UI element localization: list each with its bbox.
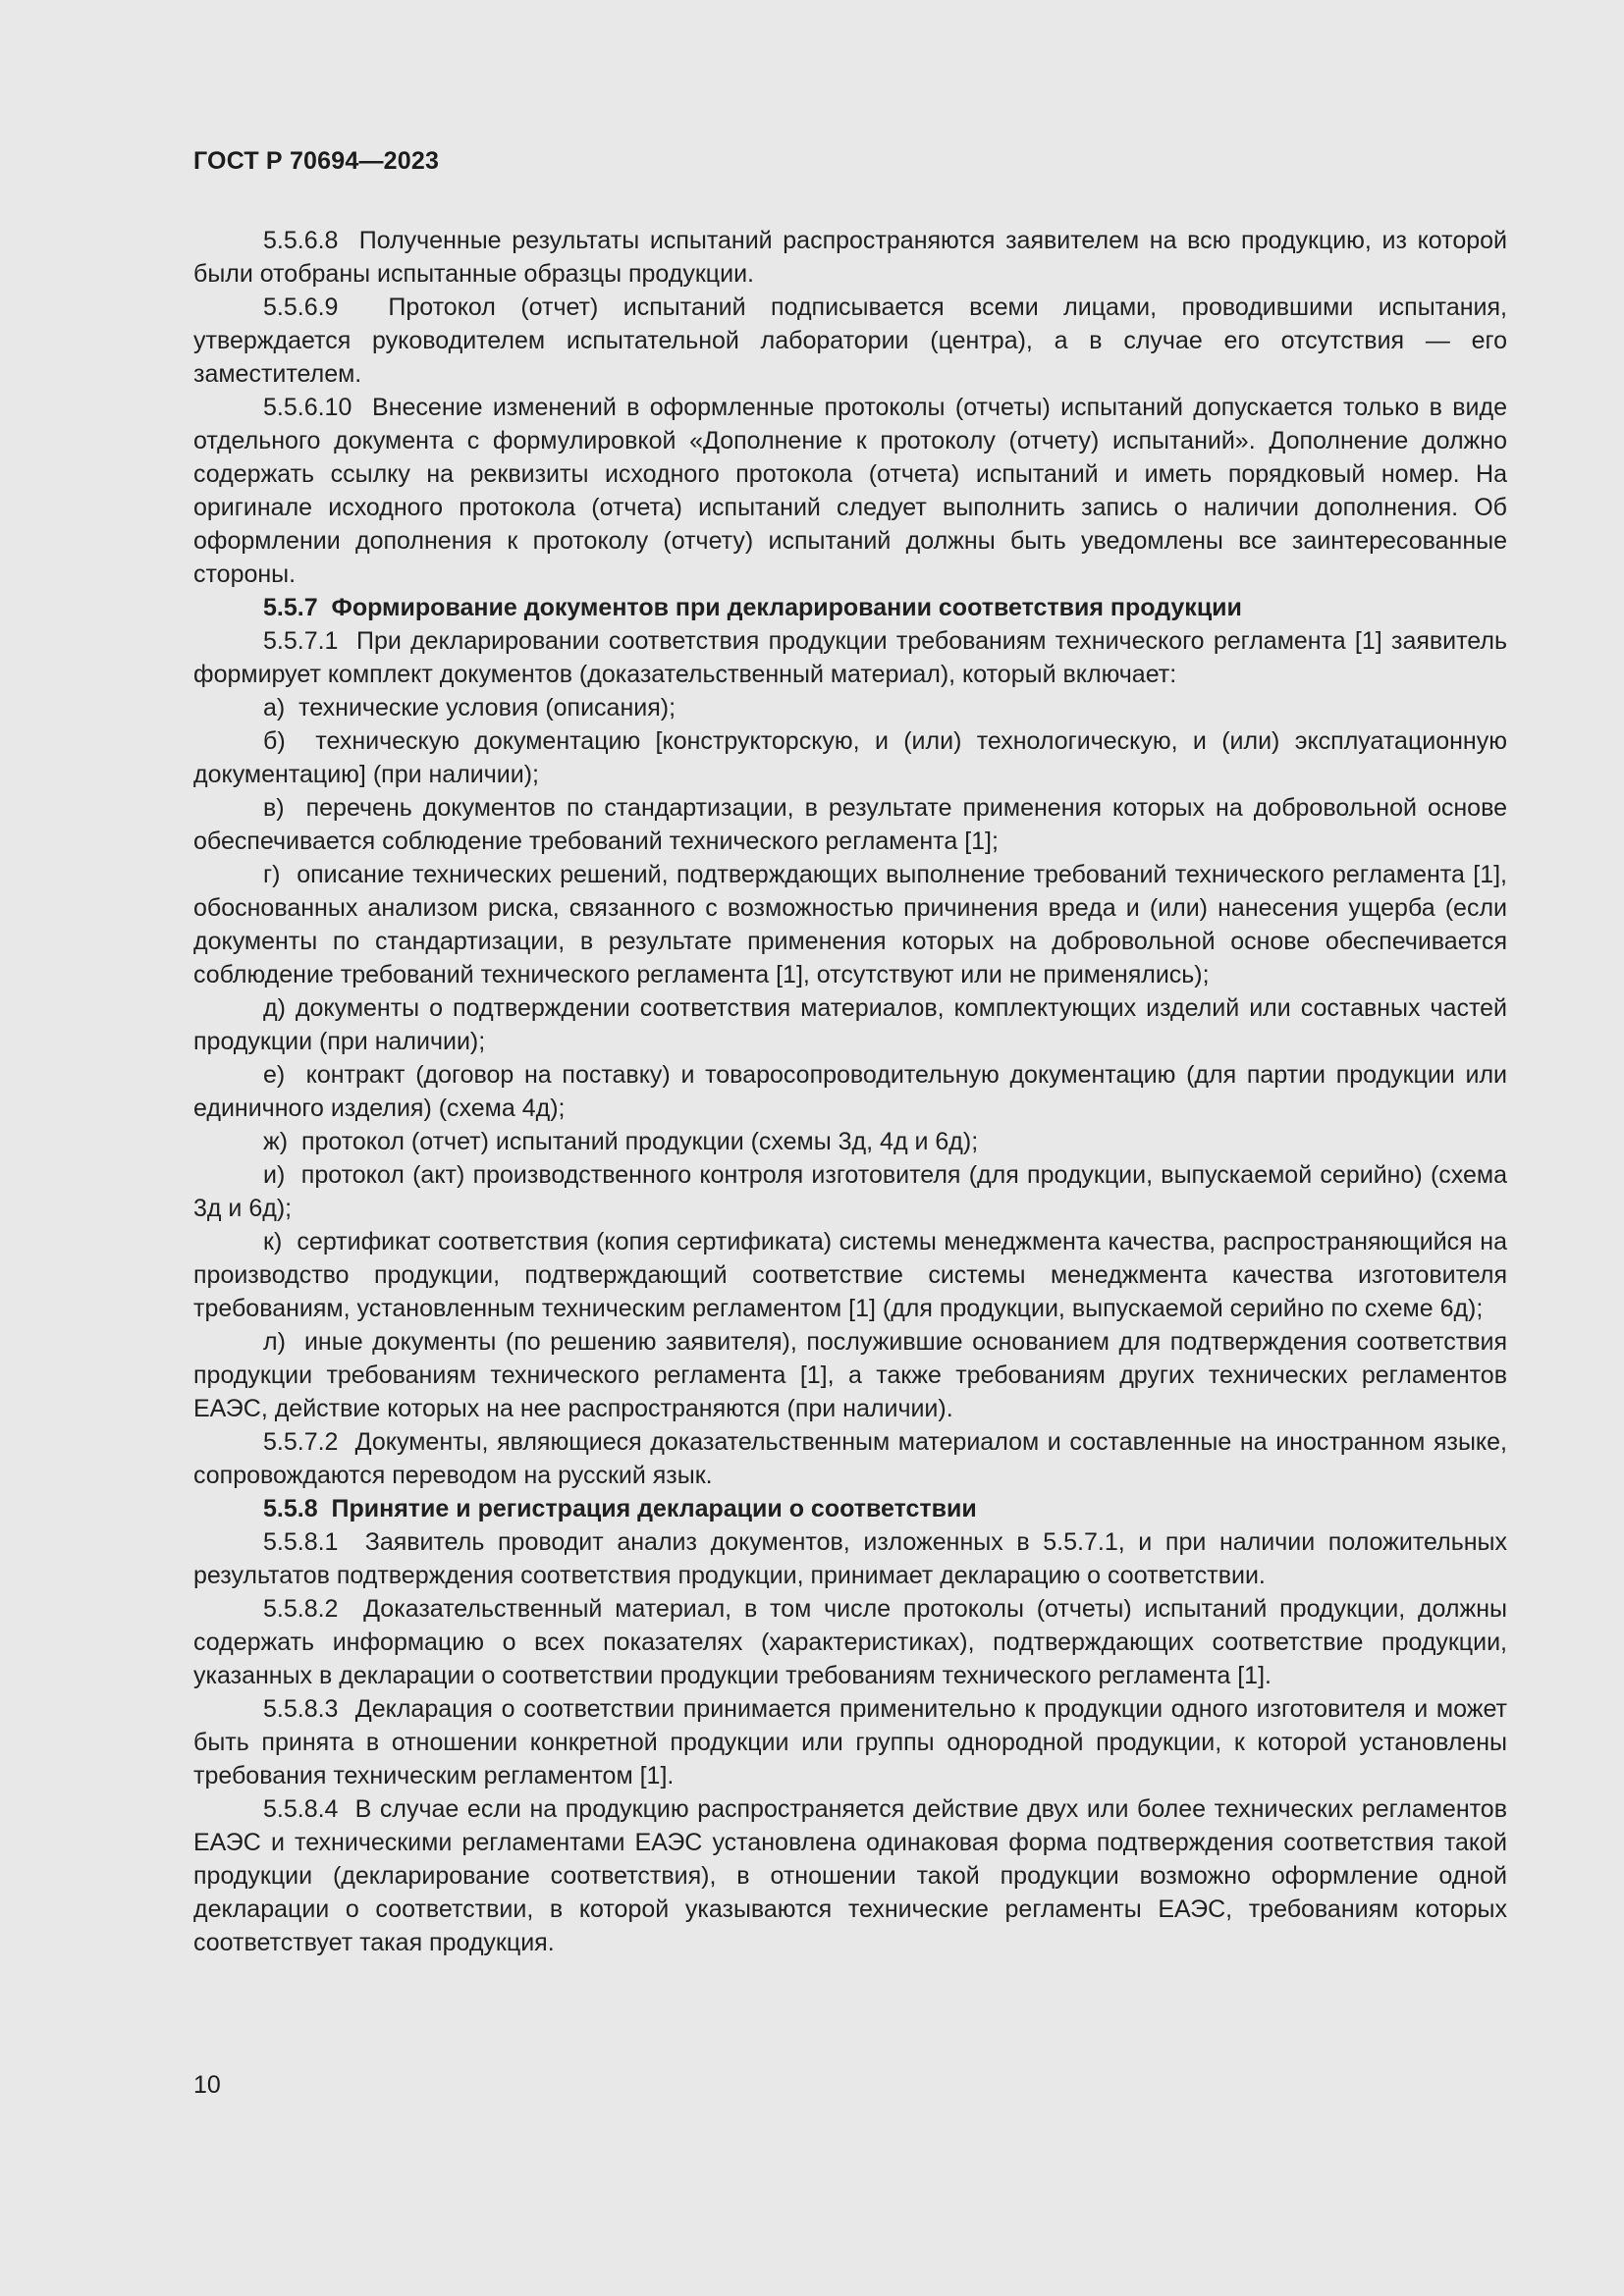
paragraph-5-5-8-2: 5.5.8.2 Доказательственный материал, в том числе протоколы (отчеты) испытаний продукции, должны содержать информацию о всех показателях (характеристиках), подтверждающих соответствие продукции, указанных в декларации о соответствии продукции требованиям технического регламента [1].	[193, 1595, 1507, 1689]
list-item-zh: ж) протокол (отчет) испытаний продукции (схемы 3д, 4д и 6д);	[263, 1128, 979, 1155]
paragraph-5-5-7-1: 5.5.7.1 При декларировании соответствия продукции требованиям технического регламента [1] заявитель формирует комплект документов (доказательственный материал), который включает:	[193, 627, 1507, 688]
document-body	[193, 224, 1507, 1959]
paragraph-5-5-8-1: 5.5.8.1 Заявитель проводит анализ документов, изложенных в 5.5.7.1, и при наличии положительных результатов подтверждения соответствия продукции, принимает декларацию о соответствии.	[193, 1528, 1507, 1589]
section-heading-5-5-8: 5.5.8 Принятие и регистрация декларации о соответствии	[263, 1495, 977, 1522]
paragraph-5-5-6-9: 5.5.6.9 Протокол (отчет) испытаний подписывается всеми лицами, проводившими испытания, утверждается руководителем испытательной лаборатории (центра), а в случае его отсутствия — его заместителем.	[193, 294, 1507, 388]
list-item-b: б) техническую документацию [конструкторскую, и (или) технологическую, и (или) эксплуатационную документацию] (при наличии);	[193, 727, 1507, 788]
document-header: ГОСТ Р 70694—2023	[193, 147, 440, 175]
page-number: 10	[193, 2071, 221, 2099]
list-item-l: л) иные документы (по решению заявителя), послужившие основанием для подтверждения соответствия продукции требованиям технического регламента [1], а также требованиям других технических регламентов ЕАЭС, действие которых на нее распространяются (при наличии).	[193, 1328, 1507, 1422]
list-item-i: и) протокол (акт) производственного контроля изготовителя (для продукции, выпускаемой серийно) (схема 3д и 6д);	[193, 1161, 1507, 1222]
list-item-e: е) контракт (договор на поставку) и товаросопроводительную документацию (для партии продукции или единичного изделия) (схема 4д);	[193, 1061, 1507, 1122]
paragraph-5-5-8-4: 5.5.8.4 В случае если на продукцию распространяется действие двух или более технических регламентов ЕАЭС и техническими регламентами ЕАЭС установлена одинаковая форма подтверждения соответствия такой продукции (декларирование соответствия), в отношении такой продукции возможно оформление одной декларации о соответствии, в которой указываются технические регламенты ЕАЭС, требованиям которых соответствует такая продукция.	[193, 1795, 1507, 1956]
list-item-v: в) перечень документов по стандартизации, в результате применения которых на добровольной основе обеспечивается соблюдение требований технического регламента [1];	[193, 794, 1507, 855]
list-item-a: а) технические условия (описания);	[263, 694, 677, 721]
list-item-k: к) сертификат соответствия (копия сертификата) системы менеджмента качества, распространяющийся на производство продукции, подтверждающий соответствие системы менеджмента качества изготовителя требованиям, установленным техническим регламентом [1] (для продукции, выпускаемой серийно по схеме 6д);	[193, 1228, 1507, 1322]
paragraph-5-5-8-3: 5.5.8.3 Декларация о соответствии принимается применительно к продукции одного изготовителя и может быть принята в отношении конкретной продукции или группы однородной продукции, к которой установлены требования техническим регламентом [1].	[193, 1695, 1507, 1789]
paragraph-5-5-6-10: 5.5.6.10 Внесение изменений в оформленные протоколы (отчеты) испытаний допускается только в виде отдельного документа с формулировкой «Дополнение к протоколу (отчету) испытаний». Дополнение должно содержать ссылку на реквизиты исходного протокола (отчета) испытаний и иметь порядковый номер. На оригинале исходного протокола (отчета) испытаний следует выполнить запись о наличии дополнения. Об оформлении дополнения к протоколу (отчету) испытаний должны быть уведомлены все заинтересованные стороны.	[193, 394, 1507, 588]
list-item-g: г) описание технических решений, подтверждающих выполнение требований технического регламента [1], обоснованных анализом риска, связанного с возможностью причинения вреда и (или) нанесения ущерба (если документы по стандартизации, в результате применения которых на добровольной основе обеспечивается соблюдение требований технического регламента [1], отсутствуют или не применялись);	[193, 861, 1507, 988]
list-item-d: д) документы о подтверждении соответствия материалов, комплектующих изделий или составных частей продукции (при наличии);	[193, 994, 1507, 1055]
paragraph-5-5-6-8: 5.5.6.8 Полученные результаты испытаний распространяются заявителем на всю продукцию, из которой были отобраны испытанные образцы продукции.	[193, 227, 1507, 288]
paragraph-5-5-7-2: 5.5.7.2 Документы, являющиеся доказательственным материалом и составленные на иностранном языке, сопровождаются переводом на русский язык.	[193, 1428, 1507, 1489]
section-heading-5-5-7: 5.5.7 Формирование документов при декларировании соответствия продукции	[263, 594, 1242, 621]
